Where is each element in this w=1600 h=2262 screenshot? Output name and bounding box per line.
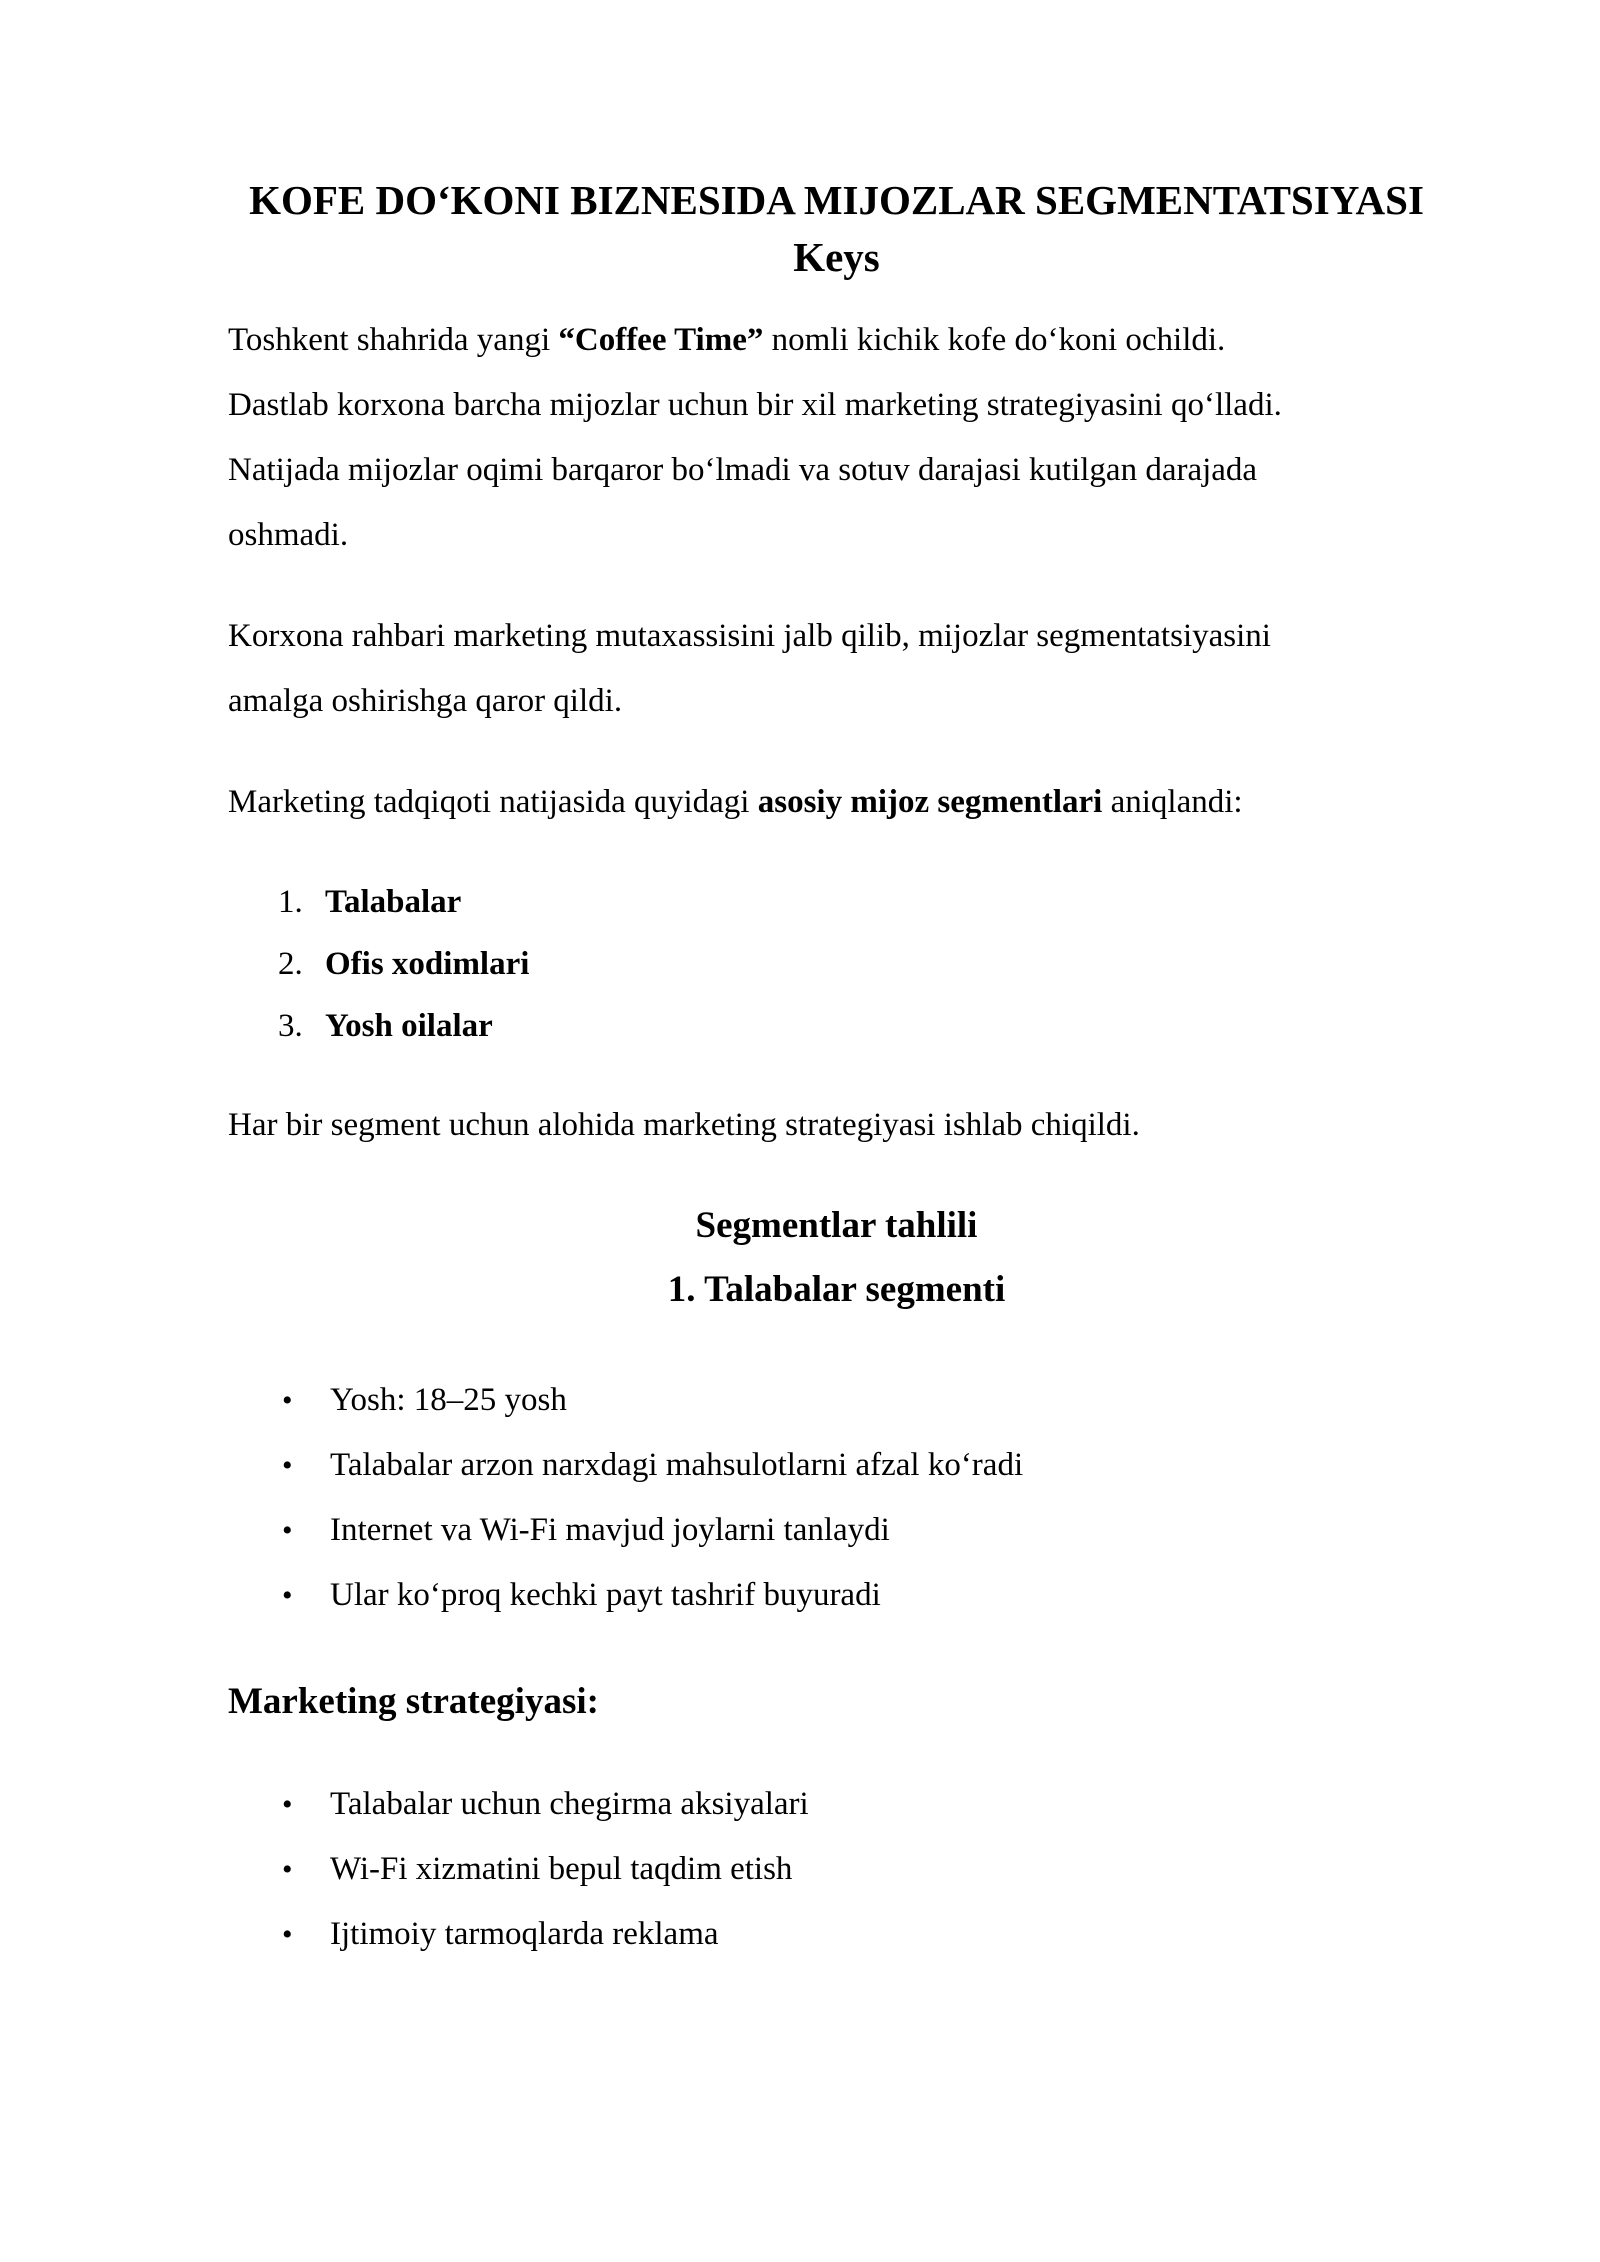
numbered-list-item bbox=[228, 933, 1445, 995]
bold-text-segment: “Coffee Time” bbox=[558, 322, 764, 358]
paragraph-line: Dastlab korxona barcha mijozlar uchun bir xil marketing strategiyasini qo‘lladi. bbox=[228, 387, 1282, 423]
text-segment: Marketing tadqiqoti natijasida quyidagi bbox=[228, 784, 758, 820]
bullet-item-text: Ijtimoiy tarmoqlarda reklama bbox=[330, 1916, 719, 1952]
numbered-list-item bbox=[228, 995, 1445, 1057]
bullet-item-text: Talabalar arzon narxdagi mahsulotlarni afzal ko‘radi bbox=[330, 1447, 1024, 1483]
bullet-item bbox=[228, 1772, 1445, 1837]
intro-paragraph bbox=[228, 308, 1445, 568]
bullet-item-text: Internet va Wi-Fi mavjud joylarni tanlaydi bbox=[330, 1512, 890, 1548]
document-title-block bbox=[228, 172, 1445, 286]
strategy-bullet-list bbox=[228, 1772, 1445, 1967]
section-heading: Segmentlar tahlili bbox=[695, 1205, 978, 1246]
list-item-label: Talabalar bbox=[325, 884, 462, 920]
bullet-item bbox=[228, 1433, 1445, 1498]
bullet-item-text: Ular ko‘proq kechki payt tashrif buyuradi bbox=[330, 1577, 881, 1613]
bold-text-segment: asosiy mijoz segmentlari bbox=[757, 784, 1103, 820]
decision-paragraph bbox=[228, 604, 1445, 734]
strategy-intro-paragraph bbox=[228, 1093, 1445, 1158]
paragraph-line: Natijada mijozlar oqimi barqaror bo‘lmadi va sotuv darajasi kutilgan darajada bbox=[228, 452, 1258, 488]
list-number: 3. bbox=[278, 1008, 303, 1044]
list-number: 2. bbox=[278, 946, 303, 982]
segments-numbered-list bbox=[228, 871, 1445, 1057]
bullet-item-text: Talabalar uchun chegirma aksiyalari bbox=[330, 1786, 809, 1822]
bullet-marker: • bbox=[282, 1918, 293, 1951]
bullet-item-text: Yosh: 18–25 yosh bbox=[330, 1382, 567, 1418]
bullet-marker: • bbox=[282, 1579, 293, 1612]
bullet-item bbox=[228, 1368, 1445, 1433]
bullet-item bbox=[228, 1498, 1445, 1563]
research-paragraph bbox=[228, 770, 1445, 835]
text-segment: nomli kichik kofe do‘koni ochildi. bbox=[763, 322, 1226, 358]
section-heading: Marketing strategiyasi: bbox=[228, 1681, 599, 1722]
list-number: 1. bbox=[278, 884, 303, 920]
bullet-item-text: Wi-Fi xizmatini bepul taqdim etish bbox=[330, 1851, 793, 1887]
bullet-item bbox=[228, 1563, 1445, 1628]
paragraph-line: oshmadi. bbox=[228, 517, 349, 553]
paragraph-line: amalga oshirishga qaror qildi. bbox=[228, 683, 623, 719]
bullet-marker: • bbox=[282, 1514, 293, 1547]
bullet-marker: • bbox=[282, 1384, 293, 1417]
paragraph-line bbox=[228, 770, 1445, 835]
list-item-label: Ofis xodimlari bbox=[325, 946, 530, 982]
document-title: KOFE DO‘KONI BIZNESIDA MIJOZLAR SEGMENTATSIYASI bbox=[249, 177, 1424, 223]
bullet-marker: • bbox=[282, 1788, 293, 1821]
analysis-heading-block bbox=[228, 1194, 1445, 1322]
numbered-list-item bbox=[228, 871, 1445, 933]
bullet-marker: • bbox=[282, 1449, 293, 1482]
bullet-marker: • bbox=[282, 1853, 293, 1886]
bullet-item bbox=[228, 1902, 1445, 1967]
paragraph-line: Korxona rahbari marketing mutaxassisini jalb qilib, mijozlar segmentatsiyasini bbox=[228, 618, 1271, 654]
text-segment: Toshkent shahrida yangi bbox=[228, 322, 559, 358]
student-traits-bullet-list bbox=[228, 1368, 1445, 1628]
document-subtitle: Keys bbox=[793, 234, 880, 280]
bullet-item bbox=[228, 1837, 1445, 1902]
section-subheading: 1. Talabalar segmenti bbox=[667, 1269, 1006, 1310]
marketing-strategy-heading bbox=[228, 1670, 1445, 1734]
list-item-label: Yosh oilalar bbox=[325, 1008, 493, 1044]
paragraph-line: Har bir segment uchun alohida marketing strategiyasi ishlab chiqildi. bbox=[228, 1107, 1140, 1143]
text-segment: aniqlandi: bbox=[1102, 784, 1243, 820]
paragraph-line bbox=[228, 308, 1445, 373]
